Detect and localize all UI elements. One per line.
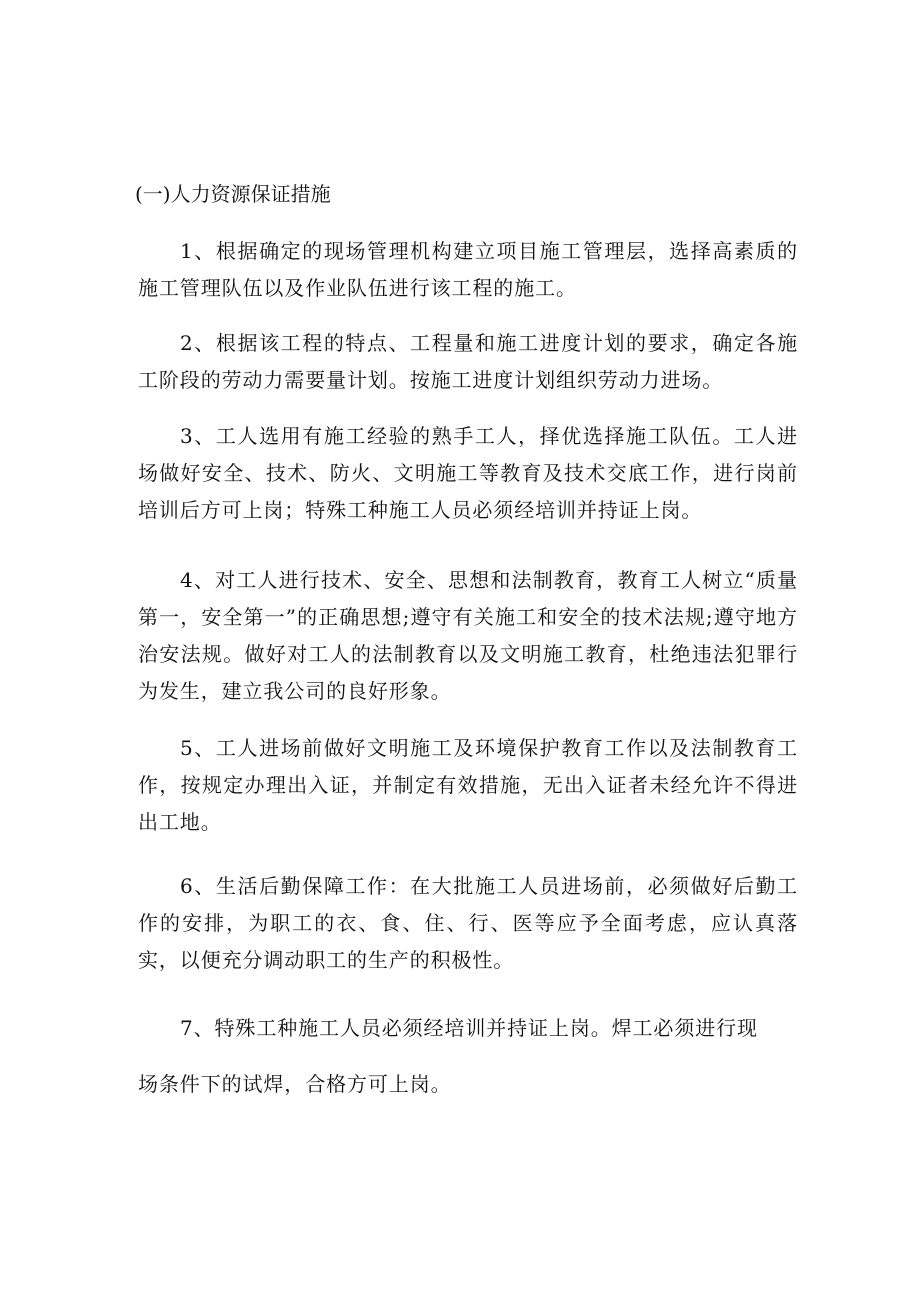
section-heading: (一)人力资源保证措施 [135, 182, 331, 206]
paragraph-7-line-2: 场条件下的试焊，合格方可上岗。 [138, 1072, 452, 1096]
paragraph-7-line-1: 7、特殊工种施工人员必须经培训并持证上岗。焊工必须进行现 [180, 1016, 758, 1040]
paragraph-3: 3、工人选用有施工经验的熟手工人，择优选择施工队伍。工人进场做好安全、技术、防火、文明施工等教育及技术交底工作，进行岗前培训后方可上岗；特殊工种施工人员必须经培训并持证上岗。 [138, 424, 798, 522]
paragraph-4: 4、对工人进行技术、安全、思想和法制教育，教育工人树立“质量第一，安全第一”的正确思想;遵守有关施工和安全的技术法规;遵守地方治安法规。做好对工人的法制教育以及文明施工教育，杜绝违法犯罪行为发生，建立我公司的良好形象。 [138, 568, 798, 703]
paragraph-5: 5、工人进场前做好文明施工及环境保护教育工作以及法制教育工作，按规定办理出入证，并制定有效措施，无出入证者未经允许不得进出工地。 [138, 736, 798, 834]
paragraph-2: 2、根据该工程的特点、工程量和施工进度计划的要求，确定各施工阶段的劳动力需要量计划。按施工进度计划组织劳动力进场。 [138, 331, 798, 392]
paragraph-1: 1、根据确定的现场管理机构建立项目施工管理层，选择高素质的施工管理队伍以及作业队伍进行该工程的施工。 [138, 239, 798, 300]
paragraph-6: 6、生活后勤保障工作：在大批施工人员进场前，必须做好后勤工作的安排，为职工的衣、食、住、行、医等应予全面考虑，应认真落实，以便充分调动职工的生产的积极性。 [138, 874, 798, 972]
